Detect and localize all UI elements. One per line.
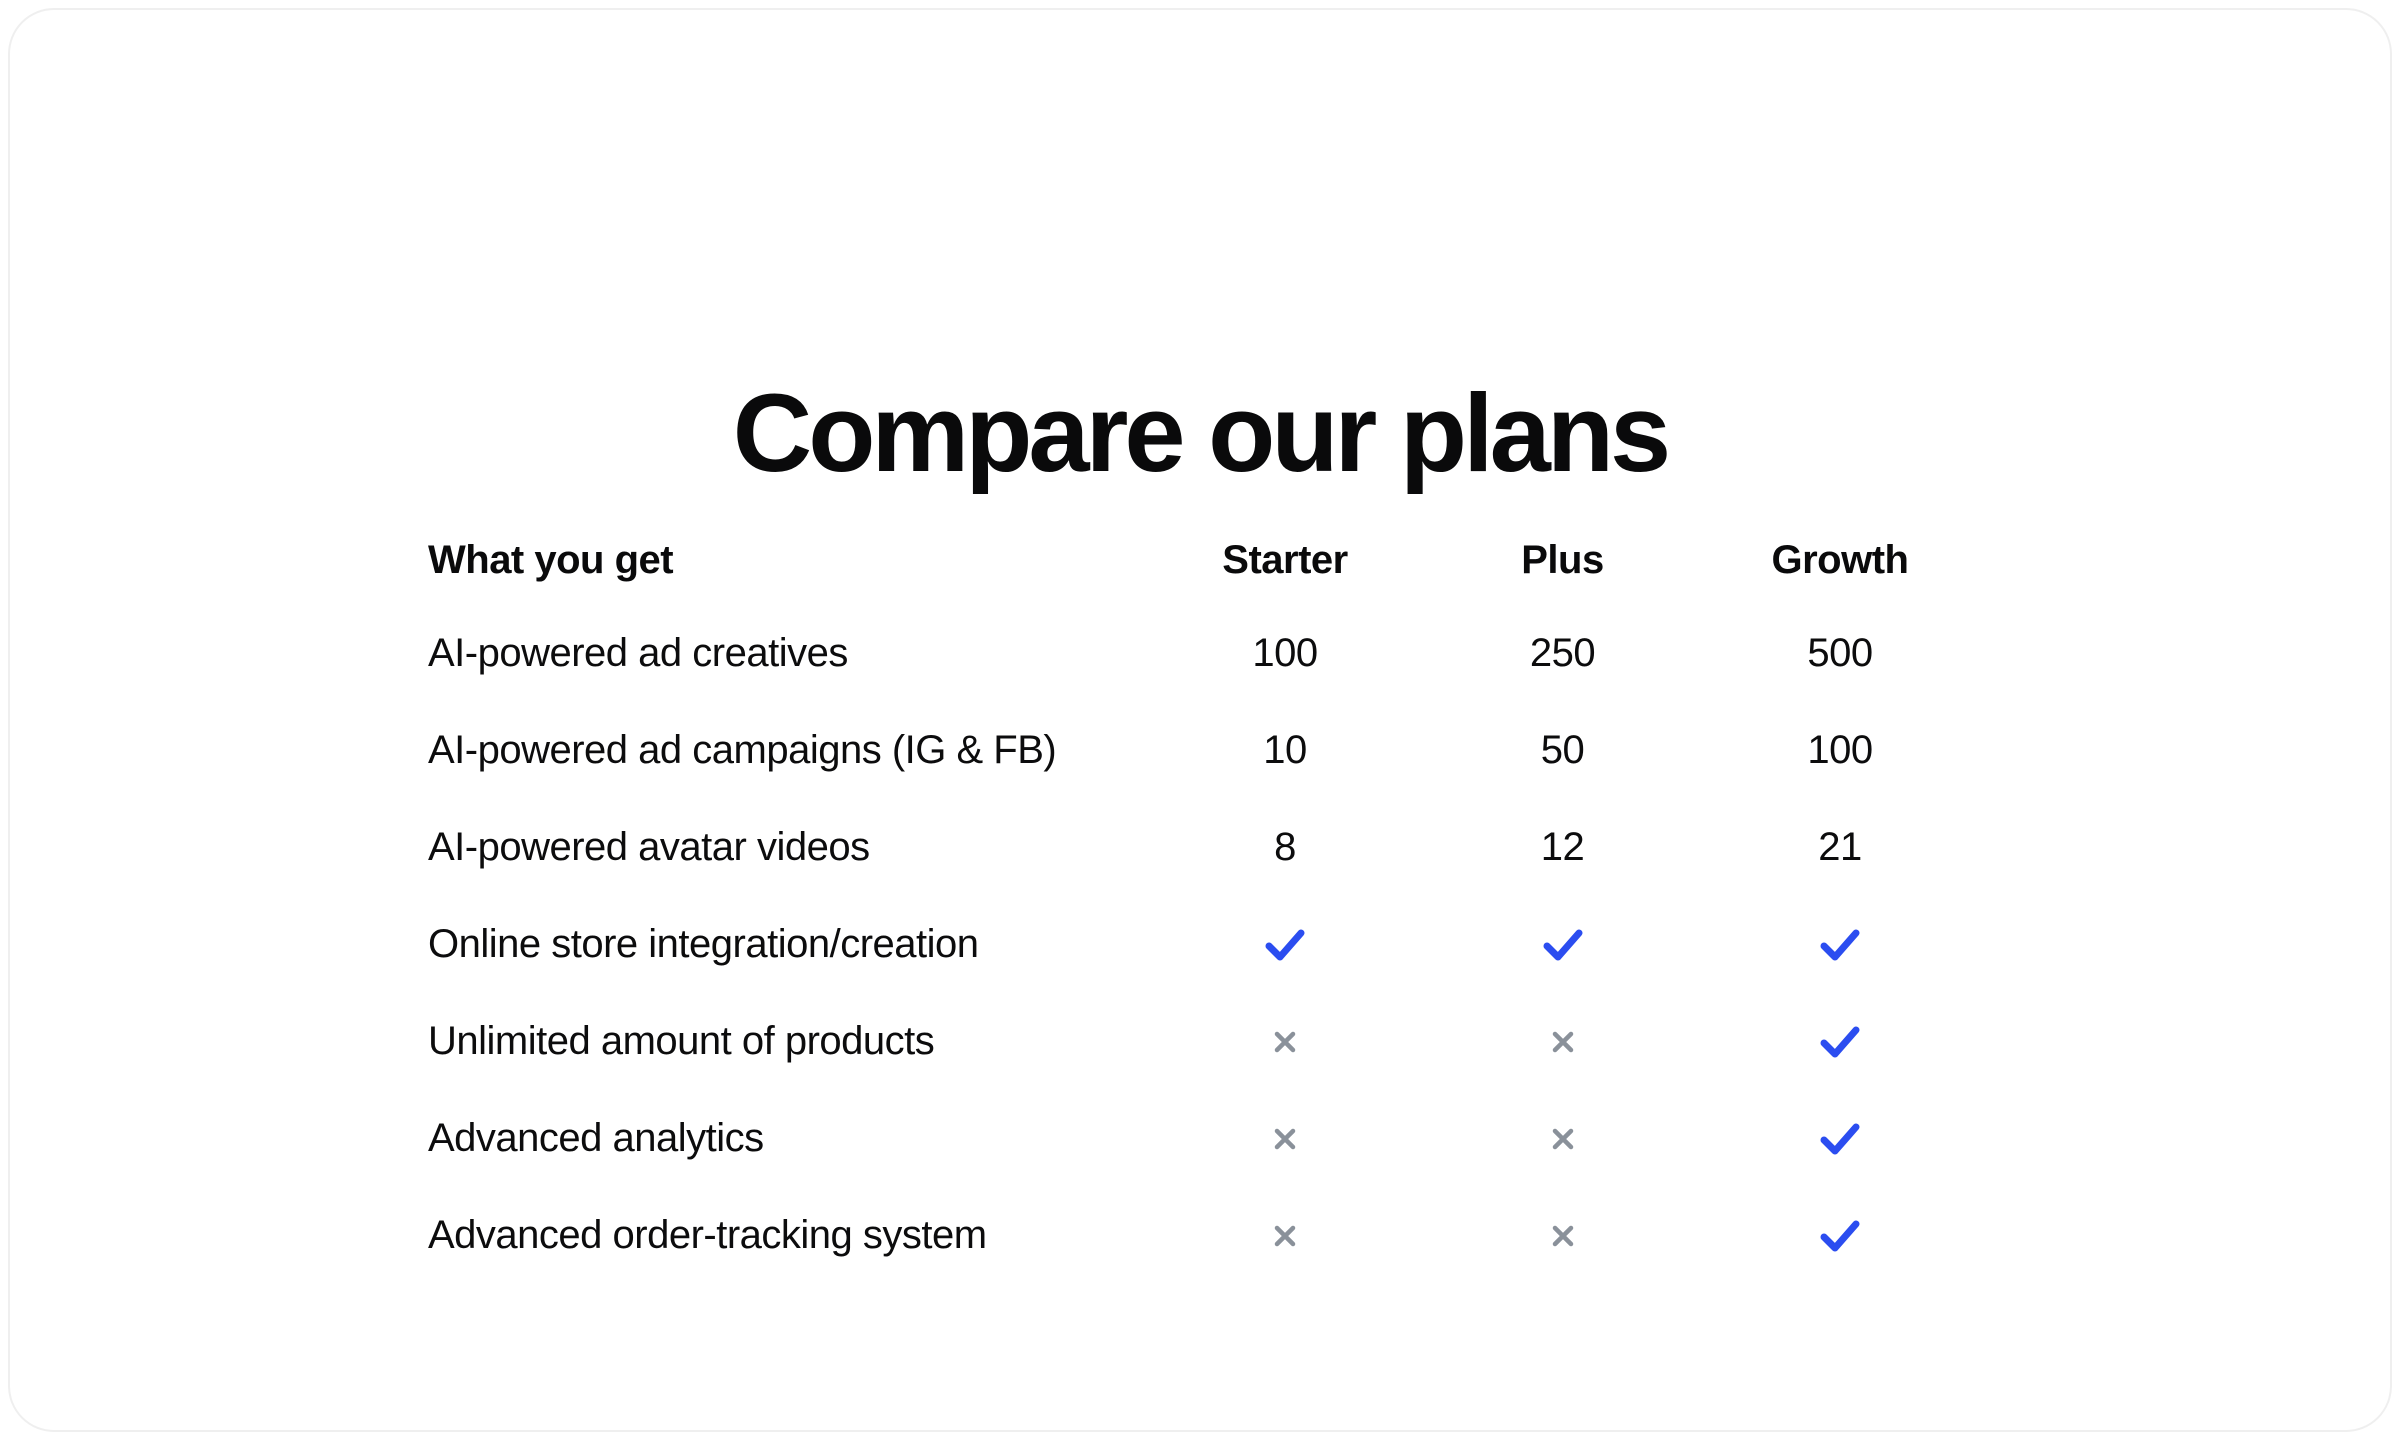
check-cell [1145,928,1425,962]
feature-label: Unlimited amount of products [428,1019,935,1063]
table-rows [428,605,1980,1284]
plan-comparison-table [428,515,1980,1284]
check-cell [1700,928,1980,962]
feature-label: Online store integration/creation [428,922,979,966]
feature-label: Advanced analytics [428,1116,764,1160]
cross-icon [1548,1124,1578,1154]
feature-label: AI-powered ad campaigns (IG & FB) [428,728,1057,772]
feature-label: AI-powered ad creatives [428,631,848,675]
cross-cell [1145,1027,1425,1057]
check-cell [1700,1025,1980,1059]
check-icon [1820,1219,1860,1253]
table-row [428,1090,1980,1187]
feature-label: AI-powered avatar videos [428,825,870,869]
table-header-row [428,515,1980,605]
cross-icon [1270,1221,1300,1251]
table-row [428,605,1980,702]
value-cell: 100 [1252,631,1318,675]
table-row [428,1187,1980,1284]
table-row [428,896,1980,993]
value-cell: 100 [1807,728,1873,772]
cross-icon [1270,1027,1300,1057]
cross-icon [1270,1124,1300,1154]
value-cell: 10 [1263,728,1307,772]
cross-cell [1145,1124,1425,1154]
cross-icon [1548,1027,1578,1057]
value-cell: 8 [1274,825,1296,869]
plan-header-plus: Plus [1521,537,1604,582]
value-cell: 250 [1529,631,1596,675]
cross-cell [1425,1027,1700,1057]
check-cell [1425,928,1700,962]
comparison-card [8,8,2392,1432]
check-icon [1265,928,1305,962]
value-cell: 50 [1540,728,1585,772]
plan-header-starter: Starter [1222,537,1348,582]
check-icon [1543,928,1583,962]
cross-icon [1548,1221,1578,1251]
check-cell [1700,1219,1980,1253]
value-cell: 21 [1818,825,1862,869]
page-title: Compare our plans [732,371,1668,495]
check-icon [1820,1122,1860,1156]
check-cell [1700,1122,1980,1156]
value-cell: 12 [1540,825,1585,869]
feature-label: Advanced order-tracking system [428,1213,987,1257]
check-icon [1820,1025,1860,1059]
cross-cell [1425,1221,1700,1251]
feature-column-header: What you get [428,537,674,582]
check-icon [1820,928,1860,962]
plan-header-growth: Growth [1771,537,1909,582]
cross-cell [1425,1124,1700,1154]
value-cell: 500 [1807,631,1873,675]
table-row [428,702,1980,799]
table-row [428,993,1980,1090]
cross-cell [1145,1221,1425,1251]
table-row [428,799,1980,896]
